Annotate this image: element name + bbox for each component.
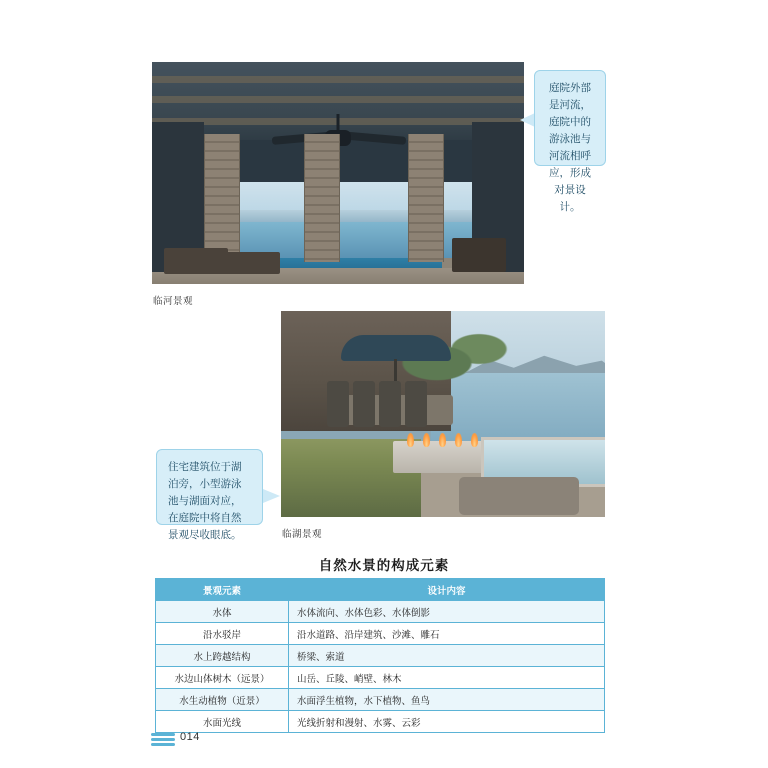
table-cell-element: 水边山体树木（远景） bbox=[156, 667, 289, 689]
photo2-flame bbox=[471, 433, 478, 447]
photo1-beam bbox=[152, 76, 524, 83]
table-row bbox=[156, 601, 605, 623]
photo2-patio-umbrella bbox=[341, 335, 451, 361]
callout-lakeside: 住宅建筑位于湖泊旁，小型游泳池与湖面对应，在庭院中将自然景观尽收眼底。 bbox=[156, 449, 263, 525]
photo1-beam bbox=[152, 96, 524, 103]
photo1-stone-column bbox=[204, 134, 240, 262]
photo2-dining-chair bbox=[327, 381, 349, 427]
photo1-stone-column bbox=[408, 134, 444, 262]
photo2-dining-chair bbox=[353, 381, 375, 427]
table-header-row bbox=[156, 579, 605, 601]
figure-lakeside-terrace-image bbox=[281, 311, 605, 517]
photo2-dining-chair bbox=[379, 381, 401, 427]
table-title: 自然水景的构成元素 bbox=[318, 558, 450, 573]
footer-wave-icon bbox=[151, 733, 175, 747]
photo2-flame bbox=[423, 433, 430, 447]
table-row bbox=[156, 623, 605, 645]
table-cell-element: 水面光线 bbox=[156, 711, 289, 733]
photo1-outdoor-seat bbox=[452, 238, 506, 272]
table-cell-content: 山岳、丘陵、峭壁、林木 bbox=[289, 667, 605, 689]
photo2-wicker-sofa bbox=[459, 477, 579, 515]
table-header-cell: 设计内容 bbox=[289, 579, 605, 601]
callout-riverside-tail bbox=[520, 113, 535, 127]
photo1-stone-column bbox=[304, 134, 340, 262]
table-cell-element: 沿水驳岸 bbox=[156, 623, 289, 645]
page-number: 014 bbox=[180, 731, 200, 743]
table-cell-element: 水生动植物（近景） bbox=[156, 689, 289, 711]
table-cell-content: 沿水道路、沿岸建筑、沙滩、雕石 bbox=[289, 623, 605, 645]
photo2-flame bbox=[407, 433, 414, 447]
table-row bbox=[156, 711, 605, 733]
figure-caption-lakeside: 临湖景观 bbox=[282, 529, 323, 540]
photo2-flame bbox=[439, 433, 446, 447]
table-cell-element: 水上跨越结构 bbox=[156, 645, 289, 667]
water-elements-table bbox=[155, 578, 605, 733]
figure-riverside-patio-image bbox=[152, 62, 524, 284]
figure-caption-riverside: 临河景观 bbox=[153, 296, 194, 307]
table-cell-content: 水面浮生植物，水下植物、鱼鸟 bbox=[289, 689, 605, 711]
photo2-flame bbox=[455, 433, 462, 447]
table-row bbox=[156, 645, 605, 667]
table-header-cell: 景观元素 bbox=[156, 579, 289, 601]
callout-riverside: 庭院外部是河流，庭院中的游泳池与河流相呼应，形成对景设计。 bbox=[534, 70, 606, 166]
photo1-lounge-chair bbox=[164, 248, 228, 274]
table-cell-content: 水体流向、水体色彩、水体倒影 bbox=[289, 601, 605, 623]
callout-lakeside-tail bbox=[263, 489, 280, 503]
table-row bbox=[156, 667, 605, 689]
photo1-lounge-chair bbox=[224, 252, 280, 274]
table-cell-content: 光线折射和漫射、水雾、云彩 bbox=[289, 711, 605, 733]
table-cell-content: 桥梁、索道 bbox=[289, 645, 605, 667]
photo2-dining-chair bbox=[405, 381, 427, 427]
table-row bbox=[156, 689, 605, 711]
table-cell-element: 水体 bbox=[156, 601, 289, 623]
